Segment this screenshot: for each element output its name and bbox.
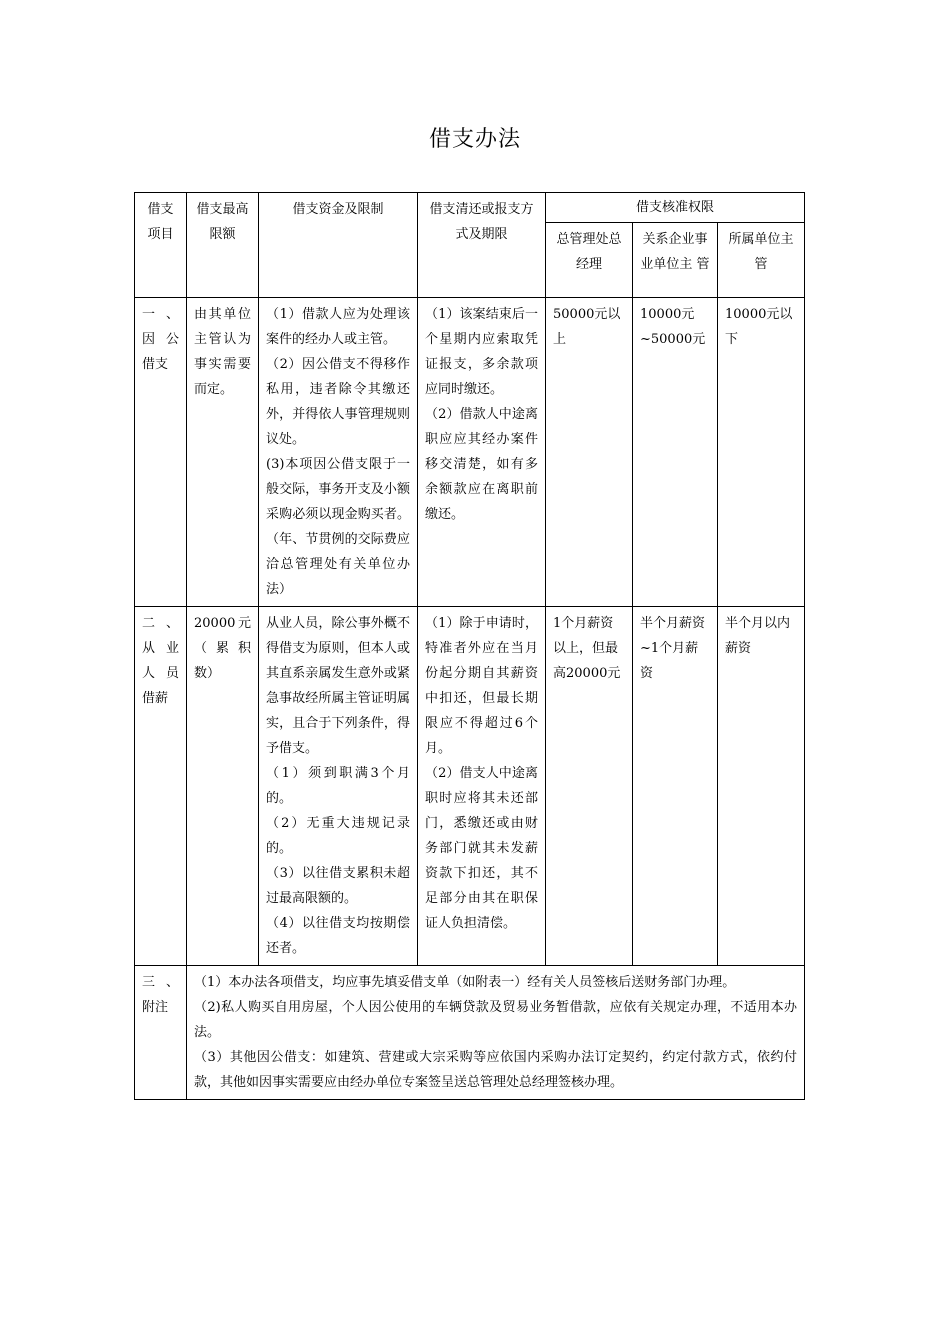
repay-paragraph: （1）该案结束后一个星期内应索取凭证报支，多余款项应同时缴还。: [425, 307, 538, 397]
row-approval-gm: 1个月薪资以上，但最高20000元: [546, 607, 633, 966]
header-item: 借支项目: [135, 193, 187, 298]
row-approval-affiliate: 半个月薪资~1个月薪资: [633, 607, 718, 966]
funds-paragraph: 从业人员，除公事外概不得借支为原则，但本人或其直系亲属发生意外或紧急事故经所属主管证明属实，且合于下列条件，得予借支。: [266, 616, 410, 756]
row-item: 二、从业人员借薪: [135, 607, 187, 966]
header-approval-affiliate: 关系企业事业单位主 管: [633, 223, 718, 298]
funds-paragraph: （1）借款人应为处理该案件的经办人或主管。: [266, 307, 410, 347]
row-approval-gm: 50000元以上: [546, 298, 633, 607]
row-repayment: [418, 298, 546, 607]
repay-paragraph: （1）除于申请时，特准者外应在当月份起分期自其薪资中扣还，但最长期限应不得超过6个月。: [425, 616, 538, 756]
repay-paragraph: （2）借款人中途离职应应其经办案件移交清楚，如有多余额款应在离职前缴还。: [425, 407, 538, 522]
funds-paragraph: （3）以往借支累积未超过最高限额的。: [266, 866, 410, 906]
header-approval-unit: 所属单位主 管: [718, 223, 805, 298]
funds-paragraph: （1）须到职满3个月的。: [266, 766, 410, 806]
header-row: [135, 193, 805, 223]
row-repayment: [418, 607, 546, 966]
row-max-amount: 20000元（累积数）: [187, 607, 259, 966]
row-approval-affiliate: 10000元~50000元: [633, 298, 718, 607]
header-max-amount: 借支最高限额: [187, 193, 259, 298]
table-row: [135, 607, 805, 966]
funds-paragraph: （4）以往借支均按期偿还者。: [266, 916, 410, 956]
note-line: （2)私人购买自用房屋，个人因公使用的车辆贷款及贸易业务暂借款，应依有关规定办理，不适用本办法。: [194, 1000, 798, 1040]
funds-paragraph: （2）无重大违规记录的。: [266, 816, 410, 856]
notes-row: [135, 966, 805, 1100]
header-approval-gm: 总管理处总 经理: [546, 223, 633, 298]
row-funds-limits: [259, 298, 418, 607]
row-approval-unit: 10000元以下: [718, 298, 805, 607]
row-approval-unit: 半个月以内薪资: [718, 607, 805, 966]
table-row: [135, 298, 805, 607]
row-funds-limits: [259, 607, 418, 966]
note-line: （1）本办法各项借支，均应事先填妥借支单（如附表一）经有关人员签核后送财务部门办理。: [194, 975, 736, 990]
funds-paragraph: (3)本项因公借支限于一般交际，事务开支及小额采购必须以现金购买者。（年、节贯例的交际费应洽总管理处有关单位办法）: [266, 457, 410, 597]
notes-item: 三、附注: [135, 966, 187, 1100]
note-line: （3）其他因公借支：如建筑、营建或大宗采购等应依国内采购办法订定契约，约定付款方式，依约付款，其他如因事实需要应由经办单位专案签呈送总管理处总经理签核办理。: [194, 1050, 798, 1090]
notes-content: [187, 966, 805, 1100]
row-item: 一、因公借支: [135, 298, 187, 607]
borrowing-rules-table: [134, 192, 805, 1100]
header-approval: 借支核准权限: [546, 193, 805, 223]
row-max-amount: 由其单位主管认为事实需要而定。: [187, 298, 259, 607]
header-repayment: 借支清还或报支方式及期限: [418, 193, 546, 298]
funds-paragraph: （2）因公借支不得移作私用，违者除令其缴还外，并得依人事管理规则议处。: [266, 357, 410, 447]
document-title: 借支办法: [428, 127, 521, 152]
header-funds-limits: 借支资金及限制: [259, 193, 418, 298]
repay-paragraph: （2）借支人中途离职时应将其未还部门，悉缴还或由财务部门就其未发薪资款下扣还，其不足部分由其在职保证人负担清偿。: [425, 766, 538, 931]
